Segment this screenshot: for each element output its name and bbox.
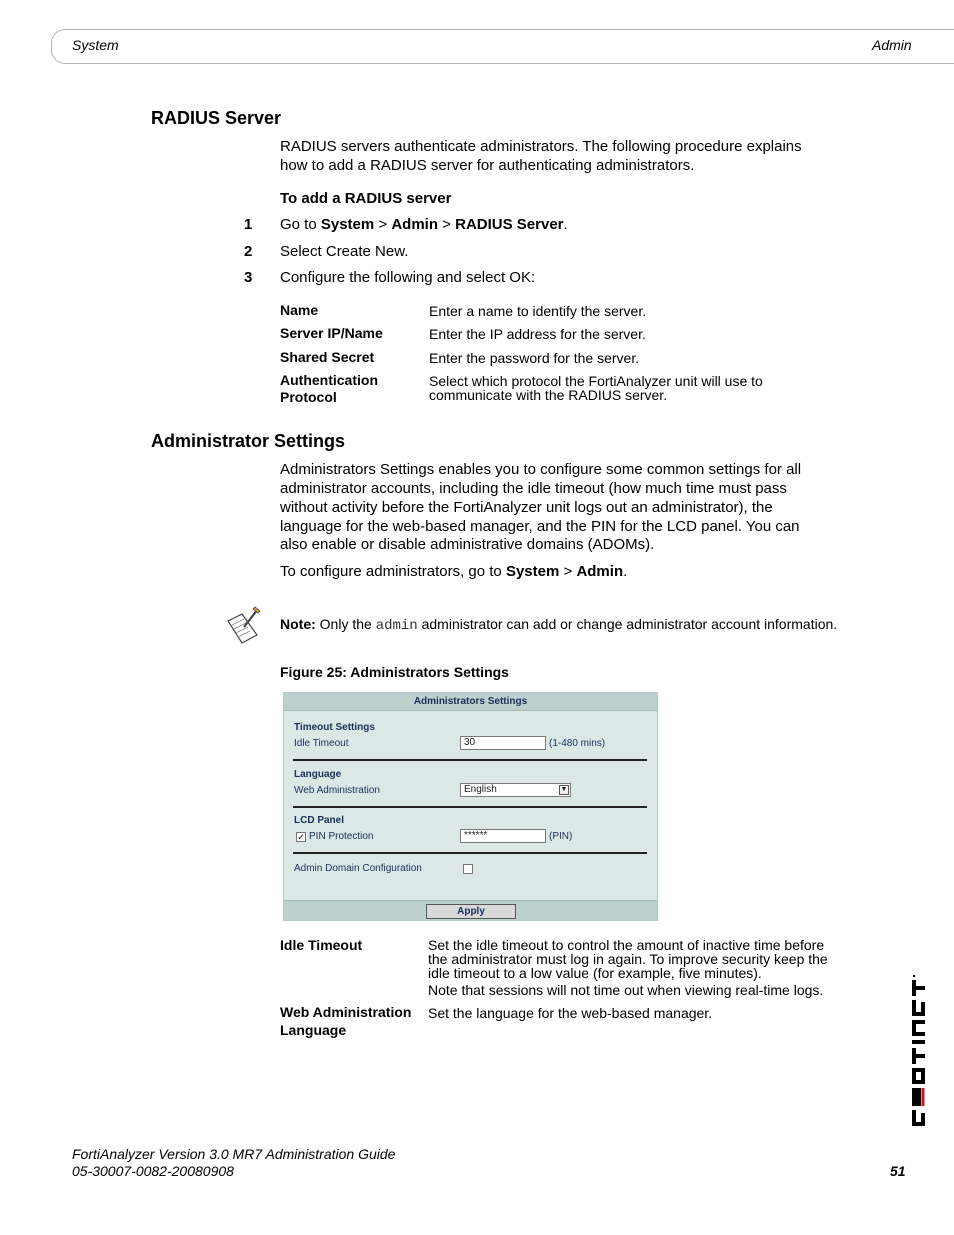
- step-number: 2: [244, 243, 253, 260]
- figure-caption: Figure 25: Administrators Settings: [280, 664, 509, 680]
- idle-timeout-label: Idle Timeout: [294, 738, 349, 749]
- admin-settings-para-line: Administrators Settings enables you to configure some common settings for all: [280, 461, 802, 478]
- admin-settings-goto: To configure administrators, go to System > Admin.: [280, 563, 628, 580]
- field-label-server-ip: Server IP/Name: [280, 325, 383, 341]
- footer-doc-number: 05-30007-0082-20080908: [72, 1163, 234, 1179]
- field-label-shared-secret: Shared Secret: [280, 349, 375, 365]
- fortinet-logo-icon: [880, 940, 925, 1130]
- pin-protection-checkbox[interactable]: ✓: [297, 832, 305, 842]
- section-divider: [293, 852, 647, 854]
- field-label-name: Name: [280, 302, 319, 318]
- admin-settings-para-line: also enable or disable administrative domains (ADOMs).: [280, 536, 655, 553]
- admin-settings-para-line: without activity before the FortiAnalyzer unit logs out an administrator), the: [280, 499, 773, 516]
- apply-button[interactable]: Apply: [426, 904, 516, 919]
- admin-domain-label: Admin Domain Configuration: [294, 863, 422, 874]
- radius-intro-line-2: how to add a RADIUS server for authenticating administrators.: [280, 157, 695, 174]
- admin-settings-para-line: language for the web-based manager, and the PIN for the LCD panel. You can: [280, 518, 800, 535]
- header-chapter-name: Admin: [872, 37, 912, 53]
- language-section-title: Language: [294, 769, 342, 780]
- field-label-auth-protocol-1: Authentication: [280, 372, 378, 388]
- pin-input[interactable]: ******: [460, 829, 546, 843]
- admin-settings-heading: Administrator Settings: [151, 431, 346, 451]
- lcd-section-title: LCD Panel: [294, 815, 345, 826]
- note-text: Note: Only the admin administrator can add or change administrator account information.: [280, 616, 838, 634]
- field-desc-idle-timeout-line: Set the idle timeout to control the amount of inactive time before: [428, 937, 825, 953]
- field-desc-idle-timeout-line: the administrator must log in again. To improve security keep the: [428, 951, 828, 967]
- section-divider: [293, 759, 647, 761]
- admin-domain-checkbox[interactable]: [463, 864, 473, 874]
- field-label-auth-protocol-2: Protocol: [280, 389, 337, 405]
- header-section-name: System: [72, 37, 119, 53]
- section-divider: [293, 806, 647, 808]
- step-text: Go to System > Admin > RADIUS Server.: [280, 216, 568, 233]
- language-select[interactable]: [460, 783, 571, 797]
- pin-protection-label: PIN Protection: [309, 831, 374, 842]
- field-desc-server-ip: Enter the IP address for the server.: [429, 326, 646, 342]
- page-number: 51: [890, 1163, 906, 1179]
- step-text: Select Create New.: [280, 243, 409, 260]
- menu-path-admin: Admin: [576, 563, 624, 580]
- menu-path-system: System: [320, 216, 375, 233]
- field-desc-idle-timeout-line: idle timeout to a low value (for example, five minutes).: [428, 965, 762, 981]
- step-text: Configure the following and select OK:: [280, 269, 536, 286]
- radius-procedure-title: To add a RADIUS server: [280, 190, 452, 207]
- figure-title-bar: Administrators Settings: [284, 693, 657, 711]
- menu-path-system: System: [505, 563, 560, 580]
- note-pad-icon: [224, 605, 262, 645]
- field-desc-auth-protocol-1: Select which protocol the FortiAnalyzer unit will use to: [429, 373, 763, 389]
- field-desc-idle-timeout-note: Note that sessions will not time out when viewing real-time logs.: [428, 982, 824, 998]
- field-desc-name: Enter a name to identify the server.: [429, 303, 647, 319]
- menu-path-radius: RADIUS Server: [455, 216, 564, 233]
- field-desc-web-admin-language: Set the language for the web-based manager.: [428, 1005, 713, 1021]
- radius-intro-line-1: RADIUS servers authenticate administrators. The following procedure explains: [280, 138, 802, 155]
- field-label-web-admin-language-1: Web Administration: [280, 1004, 412, 1020]
- field-desc-shared-secret: Enter the password for the server.: [429, 350, 640, 366]
- language-selected-value: English: [464, 784, 497, 795]
- radius-heading: RADIUS Server: [151, 108, 282, 128]
- web-admin-label: Web Administration: [294, 785, 380, 796]
- idle-timeout-hint: (1-480 mins): [549, 738, 606, 749]
- field-label-idle-timeout: Idle Timeout: [280, 937, 363, 953]
- pin-hint: (PIN): [549, 831, 573, 842]
- admin-settings-para-line: administrator accounts, including the idle timeout (how much time must pass: [280, 480, 787, 497]
- note-code: admin: [375, 618, 418, 634]
- field-label-web-admin-language-2: Language: [280, 1022, 347, 1038]
- menu-path-admin: Admin: [391, 216, 439, 233]
- idle-timeout-input[interactable]: 30: [460, 736, 546, 750]
- timeout-section-title: Timeout Settings: [294, 722, 375, 733]
- step-number: 3: [244, 269, 253, 286]
- footer-guide-title: FortiAnalyzer Version 3.0 MR7 Administration Guide: [72, 1146, 396, 1162]
- step-number: 1: [244, 216, 253, 233]
- field-desc-auth-protocol-2: communicate with the RADIUS server.: [429, 387, 668, 403]
- note-label: Note:: [280, 616, 316, 632]
- figure-footer-bar: [284, 900, 657, 920]
- page-header-frame: [51, 29, 954, 64]
- chevron-down-icon[interactable]: ▼: [560, 786, 568, 793]
- admin-settings-screenshot: [283, 692, 658, 921]
